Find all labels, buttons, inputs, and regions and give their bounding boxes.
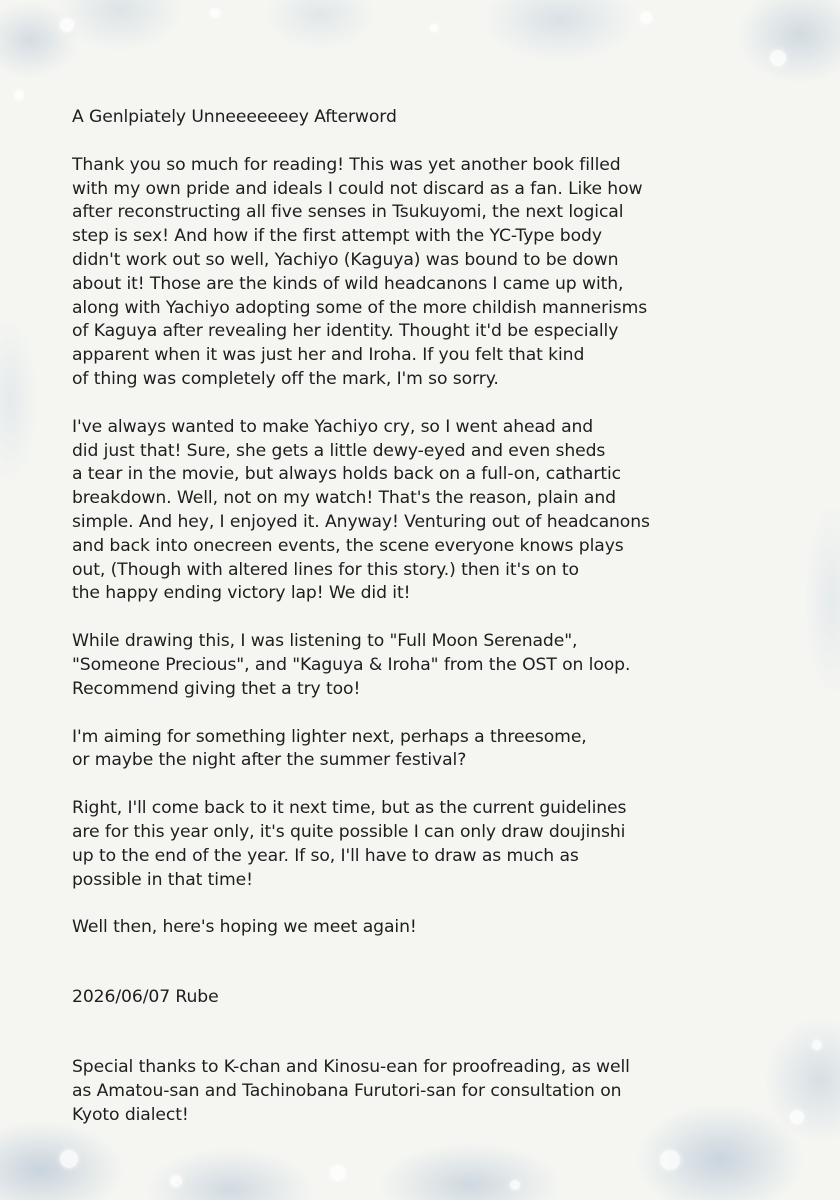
bokeh-decoration: [430, 24, 438, 32]
bokeh-decoration: [660, 1150, 680, 1170]
afterword-paragraph: Thank you so much for reading! This was yet another book filled with my own pride and ideals I could not discard as a fan. Like how after reconstructing all five senses in Tsukuyomi, the next logical step is sex! And how if the first attempt with the YC-Type body didn't work out so well, Yachiyo (Kaguya) was bound to be down about it! Those are the kinds of wild headcanons I came up with, along with Yachiyo adopting some of the more childish mannerisms of Kaguya after revealing her identity. Thought it'd be especially apparent when it was just her and Iroha. If you felt that kind of thing was completely off the mark, I'm so sorry.: [72, 154, 648, 389]
afterword-paragraph: I've always wanted to make Yachiyo cry, so I went ahead and did just that! Sure, she gets a little dewy-eyed and even sheds a tear in the movie, but always holds back on a full-on, cathartic breakdown. Well, not on my watch! That's the reason, plain and simple. And hey, I enjoyed it. Anyway! Venturing out of headcanons and back into onecreen events, the scene everyone knows plays out, (Though with altered lines for this story.) then it's on to the happy ending victory lap! We did it!: [72, 416, 650, 604]
bokeh-decoration: [510, 1180, 520, 1190]
afterword-paragraph: Well then, here's hoping we meet again!: [72, 917, 417, 938]
bokeh-decoration: [60, 18, 74, 32]
bokeh-decoration: [790, 1110, 804, 1124]
bokeh-decoration: [210, 8, 220, 18]
bokeh-decoration: [330, 1165, 346, 1181]
signature-date: 2026/06/07 Rube: [72, 987, 219, 1008]
special-thanks: Special thanks to K-chan and Kinosu-ean for proofreading, as well as Amatou-san and Tachinobana Furutori-san for consultation on Kyoto dialect!: [72, 1056, 630, 1125]
afterword-paragraph: I'm aiming for something lighter next, perhaps a threesome, or maybe the night after the summer festival?: [72, 726, 587, 771]
afterword-paragraph: Right, I'll come back to it next time, but as the current guidelines are for this year only, it's quite possible I can only draw doujinshi up to the end of the year. If so, I'll have to draw as much as possible in that time!: [72, 798, 627, 890]
bokeh-decoration: [60, 1150, 78, 1168]
bokeh-decoration: [170, 1175, 182, 1187]
bokeh-decoration: [640, 12, 652, 24]
bokeh-decoration: [812, 1040, 822, 1050]
afterword-paragraph: While drawing this, I was listening to "Full Moon Serenade", "Someone Precious", and "Kaguya & Iroha" from the OST on loop. Recommend giving thet a try too!: [72, 631, 631, 699]
afterword-content: [72, 106, 772, 1127]
bokeh-decoration: [770, 50, 786, 66]
bokeh-decoration: [14, 90, 24, 100]
afterword-title: A Genlpiately Unneeeeeeey Afterword: [72, 107, 397, 127]
